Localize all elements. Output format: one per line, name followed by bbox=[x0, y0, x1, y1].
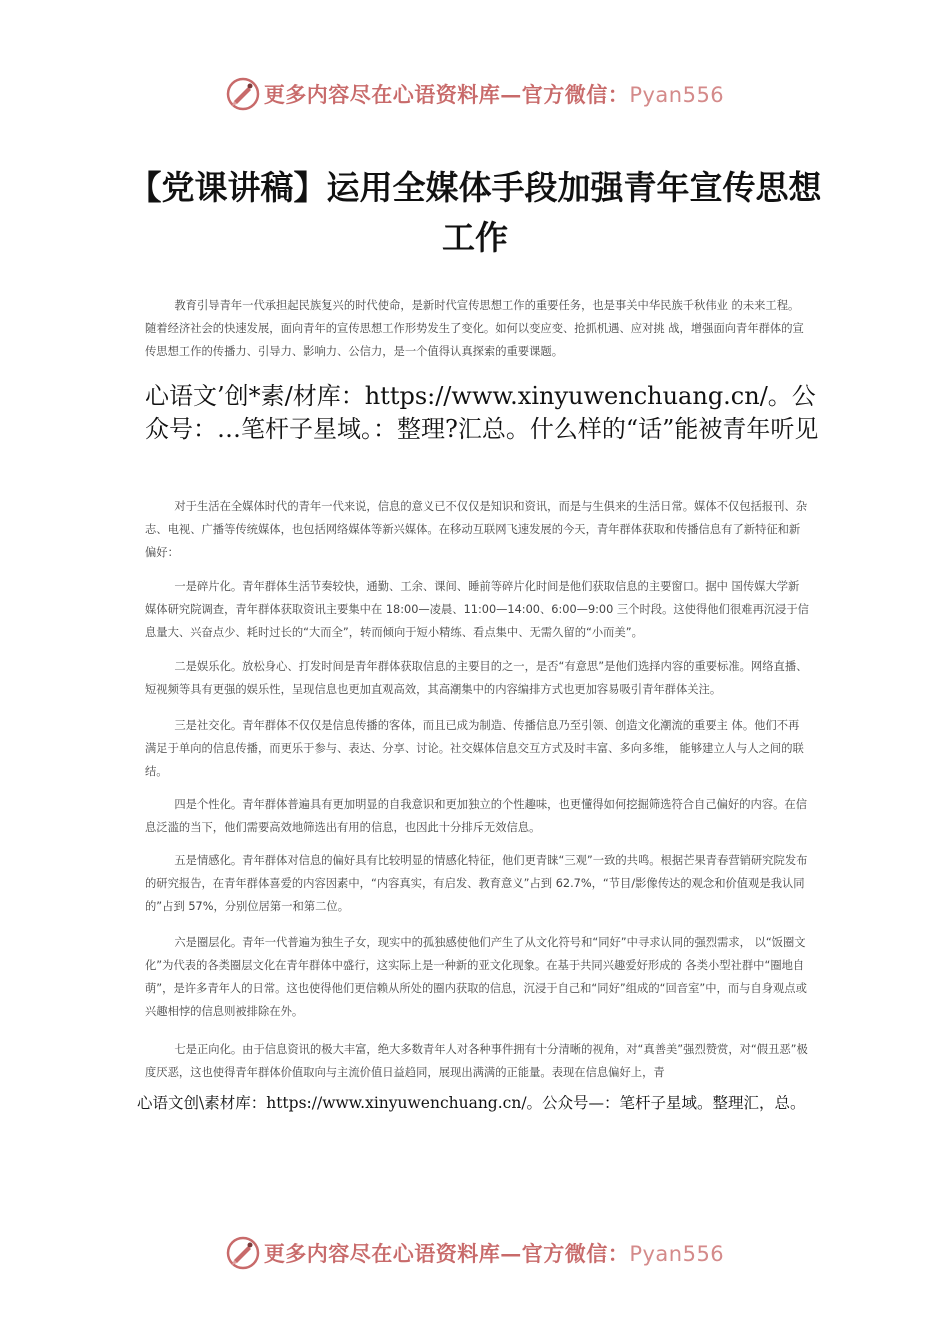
body-paragraph: 一是碎片化。青年群体生活节奏较快，通勤、工余、课间、睡前等碎片化时间是他们获取信息的主要窗口。据中 国传媒大学新媒体研究院调查，青年群体获取资讯主要集中在 18:00—凌晨、11:00—14:00、6:00—9:00 三个时段。这使得他们很难再沉浸于信息量大、兴奋点少、耗时过长的“大而全”，转而倾向于短小精练、看点集中、无需久留的“小而美”。 bbox=[145, 580, 809, 639]
intro-paragraph: 教育引导青年一代承担起民族复兴的时代使命，是新时代宣传思想工作的重要任务，也是事关中华民族千秋伟业 的未来工程。随着经济社会的快速发展，面向青年的宣传思想工作形势发生了变化。如何以变应变、抢抓机遇、应对挑 战，增强面向青年群体的宣传思想工作的传播力、引导力、影响力、公信力，是一个值得认真探索的重要课题。 bbox=[145, 299, 804, 358]
body-paragraph: 七是正向化。由于信息资讯的极大丰富，绝大多数青年人对各种事件拥有十分清晰的视角，对“真善美”强烈赞赏，对“假丑恶”极度厌恶，这也使得青年群体价值取向与主流价值日益趋同，展现出满满的正能量。表现在信息偏好上，青 bbox=[145, 1043, 808, 1079]
section-heading: 心语文’创*素/材库：https://www.xinyuwenchuang.cn/。公众号：…笔杆子星域。：整理?汇总。什么样的“话”能被青年听见 bbox=[145, 382, 819, 443]
pen-logo-icon bbox=[226, 1236, 260, 1270]
bottom-banner bbox=[0, 1233, 950, 1273]
top-banner bbox=[0, 74, 950, 114]
body-paragraph: 三是社交化。青年群体不仅仅是信息传播的客体，而且已成为制造、传播信息乃至引领、创造文化潮流的重要主 体。他们不再满足于单向的信息传播，而更乐于参与、表达、分享、讨论。社交媒体信息交互方式及时丰富、多向多维， 能够建立人与人之间的联结。 bbox=[145, 719, 804, 778]
banner-text: 更多内容尽在心语资料库—官方微信：Pyan556 bbox=[263, 82, 725, 107]
body-paragraph: 对于生活在全媒体时代的青年一代来说，信息的意义已不仅仅是知识和资讯，而是与生俱来的生活日常。媒体不仅包括报刊、杂志、电视、广播等传统媒体，也包括网络媒体等新兴媒体。在移动互联网飞速发展的今天，青年群体获取和传播信息有了新特征和新偏好： bbox=[145, 500, 808, 559]
body-paragraph: 四是个性化。青年群体普遍具有更加明显的自我意识和更加独立的个性趣味，也更懂得如何挖掘筛选符合自己偏好的内容。在信息泛滥的当下，他们需要高效地筛选出有用的信息，也因此十分排斥无效信息。 bbox=[145, 798, 808, 834]
document-title: 【党课讲稿】运用全媒体手段加强青年宣传思想工作 bbox=[128, 168, 822, 257]
banner-text: 更多内容尽在心语资料库—官方微信：Pyan556 bbox=[263, 1241, 725, 1266]
pen-logo-icon bbox=[226, 77, 260, 111]
wechat-id: Pyan556 bbox=[629, 1242, 725, 1266]
body-paragraph: 五是情感化。青年群体对信息的偏好具有比较明显的情感化特征，他们更青睐“三观”一致的共鸣。根据芒果青春营销研究院发布的研究报告，在青年群体喜爱的内容因素中，“内容真实，有启发、教育意义”占到 62.7%，“节目/影像传达的观念和价值观是我认同的”占到 57%，分别位居第一和第二位。 bbox=[145, 854, 808, 913]
body-paragraph: 六是圈层化。青年一代普遍为独生子女，现实中的孤独感使他们产生了从文化符号和“同好”中寻求认同的强烈需求， 以“饭圈文化”为代表的各类圈层文化在青年群体中盛行，这实际上是一种新的亚文化现象。在基于共同兴趣爱好形成的 各类小型社群中“圈地自萌”，是许多青年人的日常。这也使得他们更信赖从所处的圈内获取的信息，沉浸于自己和“同好”组成的“回音室”中，而与自身观点或兴趣相悖的信息则被排除在外。 bbox=[145, 936, 807, 1018]
body-paragraph: 二是娱乐化。放松身心、打发时间是青年群体获取信息的主要目的之一，是否“有意思”是他们选择内容的重要标准。网络直播、短视频等具有更强的娱乐性，呈现信息也更加直观高效，其高潮集中的内容编排方式也更加容易吸引青年群体关注。 bbox=[145, 660, 808, 696]
footer-note: 心语文创\素材库：https://www.xinyuwenchuang.cn/。公众号—：笔杆子星域。整理汇，总。 bbox=[137, 1094, 806, 1112]
wechat-id: Pyan556 bbox=[629, 83, 725, 107]
